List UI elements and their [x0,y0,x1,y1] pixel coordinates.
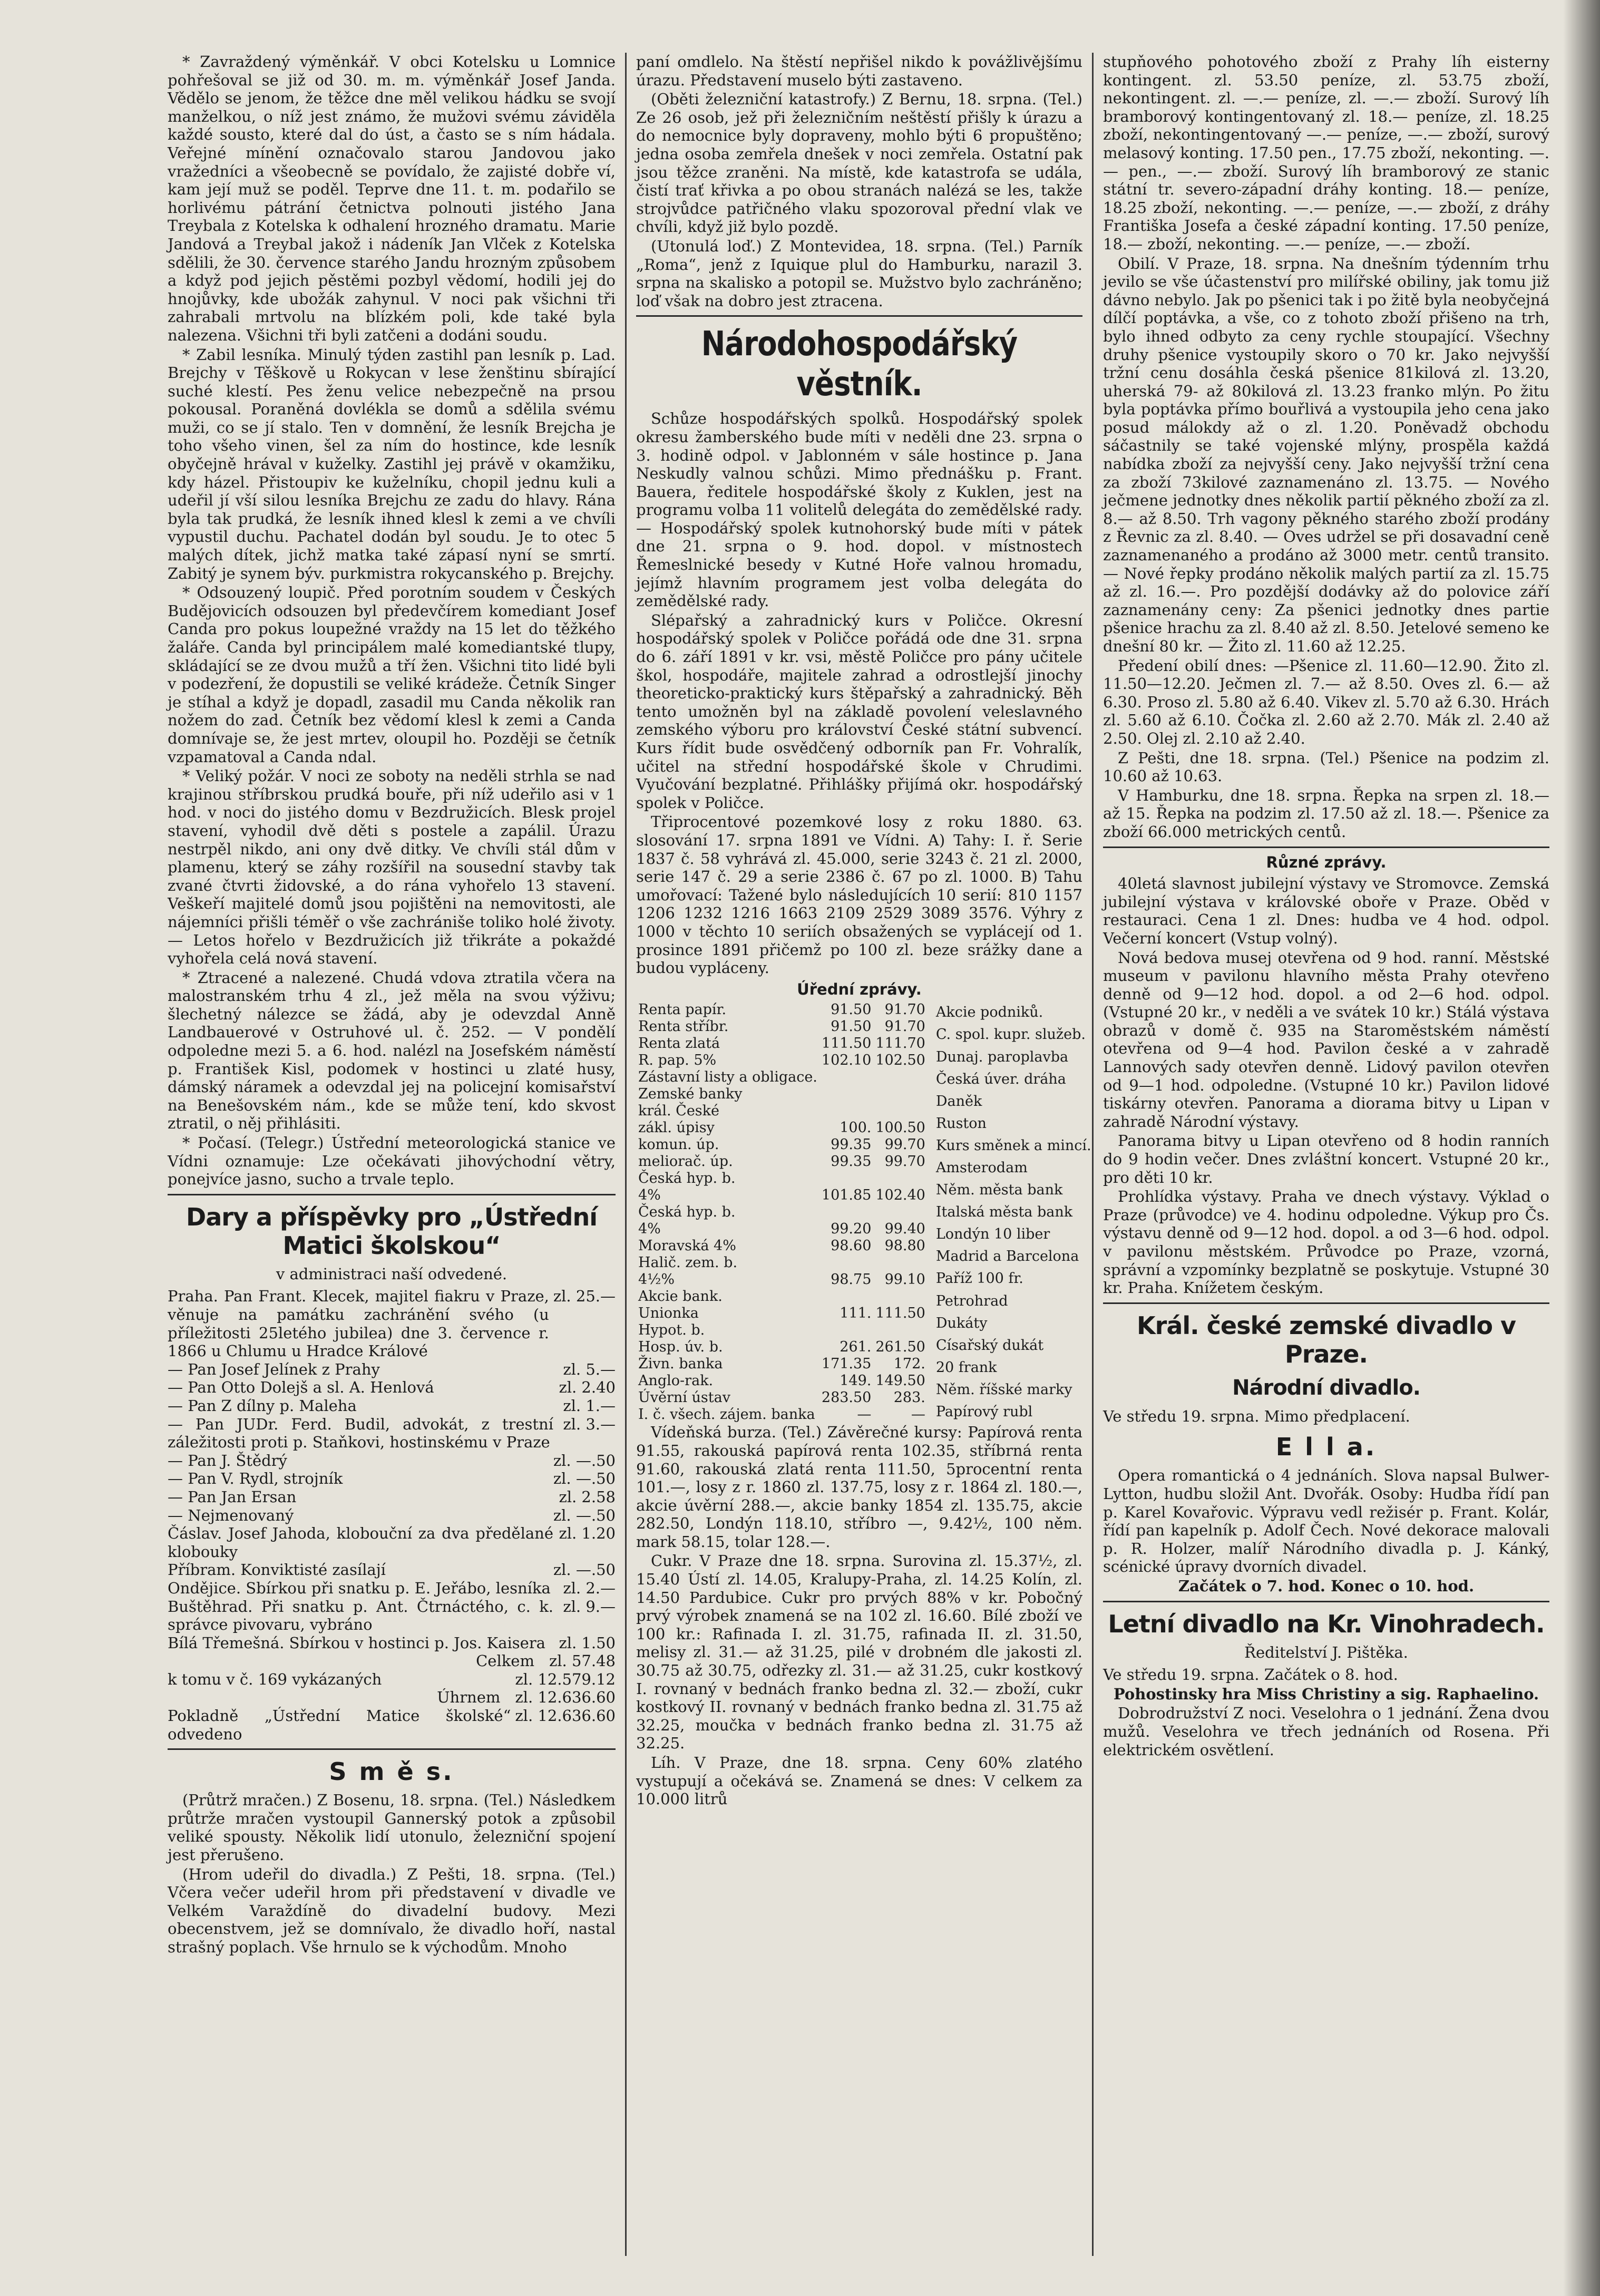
donation-previous: k tomu v č. 169 vykázaných zl. 12.579.12 [168,1670,616,1688]
rate-value [819,1254,873,1271]
donations-subtitle: v administraci naší odvedené. [276,1264,508,1283]
rate-row [636,1001,928,1018]
rate-value: 102.40 [875,1187,925,1204]
rate-label: Zemské banky [638,1086,743,1103]
theatre1-date: Ve středu 19. srpna. Mimo předplacení. [1103,1407,1410,1425]
news-item: Líh. V Praze, dne 18. srpna. Ceny 60% zlatého vystupují a očekává se. Znamená se dnes: V celkem za 10.000 litrů [636,1754,1082,1808]
donations-title: Dary a příspěvky pro „Ústřední Matici školskou“ [186,1202,597,1260]
rate-row [636,1120,928,1136]
rate-value: 91.50 [831,1001,872,1018]
rate-row [934,1312,1092,1335]
rate-label: Úvěrní ústav [638,1389,730,1406]
news-item: * Zavraždený výměnkář. V obci Kotelsku u Lomnice pohřešoval se již od 30. m. m. výměnkář Josef Janda. Vědělo se jenom, že těžce dne měl velikou hádku se svojí manželkou, o níž jest známo, že mužovi svému záviděla každé sousto, které dal do úst, a často se s ním hádala. Veřejné mínění označovalo starou Jandovou jako vražedníci a všeobecně se povídalo, že zajisté dobře ví, kam její muž se poděl. Teprve dne 11. t. m. podařilo se horlivému pátrání četnictva polnouti jistého Jana Treybala z Kotelska k odhalení hrozného dramatu. Marie Jandová a Treybal jakož i nádeník Jan Vlček z Kotelska sdělili, že 30. července starého Jandu hrozným způsobem a když pod jejich pěstěmi pozbyl vědomí, hodili jej do hnojůvky, kde ubožák zahynul. V noci pak všichni tři zahrabali mrtvolu na blízkém poli, kde také byla nalezena. Všichni tři byli zatčeni a dodáni soudu. [168,53,616,344]
rate-value: 99.35 [831,1153,872,1170]
rate-row [636,1238,928,1254]
rate-value: 100.50 [875,1120,925,1136]
rate-row [636,1356,928,1373]
columns [158,53,1560,2256]
rate-value [873,1086,927,1103]
rate-label: Daněk [935,1093,982,1110]
news-item: Nová bedova musej otevřena od 9 hod. ranní. Městské museum v pavilonu hlavního města Prahy otevřeno denně od 9—12 hod. dopol. a od 2—6 hod. odpol. (Vstupné 20 kr., v neděli a ve svátek 10 kr.) Stálá výstava obrazů v domě č. 935 na Staroměstském náměstí otevřena od 9—4 hod. Pavilon české a v zahradě Lannových sady otevřen denně. Lidový pavilon otevřen od 9—1 hod. odpoledne. (Vstupné 10 kr.) Pavilon lidové tiskárny otevřen. Panorama a diorama bitvy u Lipan v zahradě Národní výstavy. [1103,948,1549,1131]
news-item: * Počasí. (Telegr.) Ústřední meteorologická stanice ve Vídni oznamuje: Lze očekávati jihovýchodní větry, ponejvíce jasno, sucho a trvale teplo. [168,1134,616,1189]
news-item: (Utonulá loď.) Z Montevidea, 18. srpna. (Tel.) Parník „Roma“, jenž z Iquique plul do Hamburku, narazil 3. srpna na skalisko a potopil se. Mužstvo bylo zachráněno; loď však na dobro jest ztracena. [636,237,1082,310]
news-item: * Zabil lesníka. Minulý týden zastihl pan lesník p. Lad. Brejchy v Těškově u Rokycan v lese ženštinu sbírající suché klestí. Pes ženu velice nebezpečně na prsou pokousal. Poraněná dovlékla se domů a sdělila svému muži, co se jí stalo. Ten v domnění, že lesník Brejcha je toho všeho vinen, šel za ním do hostince, kde lesník obyčejně hrával v kuželky. Zastihl jej právě v okamžiku, kdy házel. Přistoupiv ke kuželníku, chopil jednu kuli a udeřil jí vší silou lesníka Brejchu ze zadu do hlavy. Rána byla tak prudká, že lesník ihned klesl k zemi a ve chvíli vypustil duchu. Pachatel dodán byl soudu. Je to otec 5 malých dítek, jichž matka také zápasí nyní se smrtí. Zabitý je synem býv. purkmistra rokycanského p. Brejchy. [168,345,616,582]
rate-label: Londýn 10 liber [935,1226,1050,1243]
rate-label: I. č. všech. zájem. banka [638,1406,815,1423]
donation-final: Pokladně „Ústřední Matice školské“ odvedeno zl. 12.636.60 [168,1707,616,1743]
vary-title: Různé zprávy. [1266,853,1387,871]
rate-value: 283.50 [821,1389,872,1406]
rate-row [934,1157,1092,1179]
rate-label: Amsterodam [935,1160,1028,1176]
donation-row: Buštěhrad. Při snatku p. Ant. Čtrnáctého, c. k. správce pivovaru, vybráno zl. 9.— [168,1597,616,1634]
donation-row: — Pan Jan Ersan zl. 2.58 [168,1487,616,1506]
rate-value [873,1170,927,1187]
rate-label: Akcie podniků. [935,1004,1043,1021]
rate-label: Něm. města bank [935,1182,1063,1199]
rate-value: 99.20 [831,1221,872,1238]
rate-label: Akcie bank. [638,1288,723,1305]
rate-value: 91.50 [831,1018,872,1035]
news-item: Cukr. V Praze dne 18. srpna. Surovina zl. 15.37½, zl. 15.40 Ústí zl. 14.05, Kralupy-Praha, zl. 14.25 Kolín, zl. 14.50 Pardubice. Cukr pro prvých 88% v kr. Pobočný prvý výrobek znamená se na 102 zl. 16.60. Bílé zboží ve 100 kr.: Rafinada I. zl. 31.75, rafinada II. zl. 31.50, melisy zl. 31.— až 31.25, pilé v drobném dle jakosti zl. 30.75 až 30.75, odřezky zl. 31.— až 31.25, cukr kostkový I. rovnaný v bednách franko bedna zl. 32.— zboží, cukr kostkový II. rovnaný v bednách franko bedna zl. 31.75 až 32.25, moučka v bednách franko bedna zl. 31.75 až 32.25. [636,1552,1082,1753]
rate-value: 99.35 [831,1136,872,1153]
rate-label: Papírový rubl [935,1404,1033,1421]
news-item: Obilí. V Praze, 18. srpna. Na dnešním týdenním trhu jevilo se vše účastenství pro milířské obiliny, jak tomu již dávno nebylo. Jak po pšenici tak i po žitě byla neobyčejná dílčí poptávka, a vše, co z tohoto zboží přišeno na trh, bylo ihned odbyto za ceny rychle stoupající. Všechny druhy pšenice vystoupily skoro o 70 kr. Jako nejvyšší tržní cenu dosáhla česká pšenice 81kilová zl. 13.20, uherská 79- až 80kilová zl. 13.23 franko mlýn. Po žitu byla poptávka přímo bouřlivá a vystoupila jeho cena jako posud málokdy až o zl. 1.20. Poněvadž obchodu sáčastnily se také vojenské mlýny, prospěla každá nabídka zboží za nejvyšší ceny. Jako nejvyšší tržní cena za zboží 73kilové zaznamenáno zl. 13.75. — Nového ječmene jednotky dnes několik partií pěkného zboží za zl. 8.— až 8.50. Trh vagony pěkného starého zboží prodány z Řevnic za zl. 8.40. — Oves udržel se při dosavadní ceně zaznamenaného a prodáno až 3000 metr. centů transito. — Nové řepky prodáno několik malých partií za zl. 15.75 až zl. 16.—. Pro pozdější dodávky až do polovice září zaznamenány ceny: Za pšenici jednotky dnes partie pšenice hrachu za zl. 8.40 až zl. 8.50. Jetelové semeno ke dnešní 80 kr. — Žito zl. 11.60 až 12.25. [1103,254,1549,655]
rate-label: Anglo-rak. [638,1373,714,1389]
rate-label: Halič. zem. b. [638,1254,738,1271]
column-3 [1092,53,1559,2256]
column-1 [158,53,625,2256]
donation-row: — Pan Otto Dolejš a sl. A. Henlová zl. 2.40 [168,1378,616,1397]
rate-label: Renta papír. [638,1001,727,1018]
divider [1103,1601,1549,1602]
theatre2-play: Pohostinsky hra Miss Christiny a sig. Raphaelino. [1113,1685,1539,1703]
rate-value: 261.50 [875,1339,925,1356]
rate-label: R. pap. 5% [638,1052,717,1069]
rate-label: zákl. úpisy [638,1120,715,1136]
rate-row [636,1254,928,1271]
column-2 [625,53,1092,2256]
donation-row: Čáslav. Josef Jahoda, klobouční za dva předělané klobouky zl. 1.20 [168,1524,616,1561]
rate-label: Paříž 100 fr. [935,1270,1023,1287]
theatre1-time: Začátek o 7. hod. Konec o 10. hod. [1178,1577,1475,1595]
rate-value [873,1254,927,1271]
rates-title: Úřední zprávy. [797,980,922,998]
rate-row [636,1187,928,1204]
rate-value: 172. [893,1356,925,1373]
rate-value [873,1103,927,1120]
rate-row [934,1113,1092,1135]
rate-label: Česká hyp. b. [638,1170,736,1187]
rate-row [934,1268,1092,1290]
rate-value [873,1069,927,1086]
rate-value: 102.10 [821,1052,872,1069]
news-item: Třiprocentové pozemkové losy z roku 1880. 63. slosování 17. srpna 1891 ve Vídni. A) Tahy: I. ř. Serie 1837 č. 58 vyhrává zl. 45.000, serie 3243 č. 21 zl. 2000, serie 147 č. 29 a serie 2386 č. 67 po zl. 1000. B) Tahu umořovací: Tažené bylo následujících 10 serií: 810 1157 1206 1232 1216 1663 2109 2529 3089 3576. Výhry z 1000 v těchto 10 seriích obsažených se vyplácejí od 1. prosince 1891 přičemž po 100 zl. beze srážky dane a budou vypláceny. [636,813,1082,977]
news-item: (Hrom udeřil do divadla.) Z Pešti, 18. srpna. (Tel.) Včera večer udeřil hrom při představení v divadle ve Velkém Varaždíně do divadelní budovy. Mezi obecenstvem, jež se domnívalo, že divadlo hoří, nastal strašný poplach. Vše hrnulo se k východům. Mnoho [168,1865,616,1956]
rate-label: Česká hyp. b. [638,1204,736,1221]
rate-label: Petrohrad [935,1292,1008,1309]
donation-total: Celkem zl. 57.48 [476,1652,616,1670]
news-item: Z Pešti, dne 18. srpna. (Tel.) Pšenice na podzim zl. 10.60 až 10.63. [1103,748,1549,785]
donation-row: — Pan Z dílny p. Maleha zl. 1.— [168,1396,616,1415]
rate-row [934,1290,1092,1312]
rate-value [873,1204,927,1221]
divider [1103,847,1549,848]
divider [168,1194,616,1195]
rate-value: 102.50 [875,1052,925,1069]
rate-label: Zástavní listy a obligace. [638,1069,817,1086]
news-item: * Veliký požár. V noci ze soboty na neděli strhla se nad krajinou stříbrskou prudká bouře, při níž udeřilo asi v 1 hod. v noci do jistého domu v Bezdružicích. Blesk projel stavení, vyhodil dvě děti s postele a zapálil. Úrazu nestrpěl nikdo, ani ony dvě ditky. Ve chvíli stál dům v plamenu, který se záhy rozšířil na sousední stavby tak zvané čtvrti židovské, a do rána vyhořelo 13 stavení. Veškeří majitelé domů jsou pojištěni na nemovitosti, ale nájemníci přišli téměř o vše zachrániše toliko holé životy. — Letos hořelo v Bezdružicích již třikráte a pokaždé vyhořela celá nová stavení. [168,767,616,968]
theatre1-title: Král. české zemské divadlo v Praze. [1137,1311,1516,1368]
rate-value [873,1322,927,1339]
rate-row [934,1201,1092,1223]
rate-value: 111. [840,1305,872,1322]
rate-value: 149. [840,1373,872,1389]
theatre1-subtitle: Národní divadlo. [1232,1375,1420,1400]
rate-value: 99.10 [884,1271,925,1288]
rate-label: Unionka [638,1305,699,1322]
rate-label: Hypot. b. [638,1322,705,1339]
rate-label: C. spol. kupr. služeb. [935,1026,1086,1043]
rate-label: Živn. banka [638,1356,723,1373]
theatre1-play: E l l a. [1275,1433,1377,1462]
rate-row [636,1322,928,1339]
donation-row: — Pan V. Rydl, strojník zl. —.50 [168,1470,616,1488]
rate-row [934,1357,1092,1379]
divider [1103,1302,1549,1304]
rate-row [636,1103,928,1120]
rate-label: Dukáty [935,1315,988,1331]
rate-row [934,1335,1092,1357]
donation-row: — Pan J. Štědrý zl. —.50 [168,1451,616,1470]
news-item: * Odsouzený loupič. Před porotním soudem v Českých Budějovicích odsouzen byl předevčírem komediant Josef Canda pro pokus loupežné vraždy na 15 let do těžkého žaláře. Canda byl principálem malé komediantské tlupy, skládající se ze dvou mužů a tří žen. Všichni tito lidé byli v podezření, že dopustili se veliké krádeže. Četník Singer je stíhal a když je dopadl, zasadil mu Canda několik ran nožem do zad. Četník bez vědomí klesl k zemi a Canda domnívaje se, že jest mrtev, oloupil ho. Později se četník vzpamatoval a Canda ndal. [168,583,616,766]
rate-label: král. České [638,1103,719,1120]
rate-value: 111.50 [875,1305,925,1322]
rate-value [819,1288,873,1305]
rate-label: Hosp. úv. b. [638,1339,723,1356]
rate-value: 99.40 [884,1221,925,1238]
rate-value: 98.80 [884,1238,925,1254]
rate-label: Moravská 4% [638,1238,736,1254]
rate-value: 171.35 [821,1356,872,1373]
rate-value: 99.70 [884,1136,925,1153]
rate-row [934,1046,1092,1068]
rate-label: Dunaj. paroplavba [935,1048,1069,1065]
donation-sum: Úhrnem zl. 12.636.60 [437,1688,616,1707]
rates-table-left [636,1001,928,1423]
divider [636,315,1082,317]
rate-row [636,1018,928,1035]
news-item: 40letá slavnost jubilejní výstavy ve Stromovce. Zemská jubilejní výstava v královské oboře v Praze. Oběd v restauraci. Cena 1 zl. Dnes: hudba ve 4 hod. odpol. Večerní koncert (Vstup volný). [1103,874,1549,947]
rate-label: 4% [638,1221,661,1238]
rate-value: — [911,1406,925,1423]
theatre2-title: Letní divadlo na Kr. Vinohradech. [1108,1609,1545,1638]
rate-value [819,1204,873,1221]
divider [168,1748,616,1750]
news-item: Slépařský a zahradnický kurs v Poličce. Okresní hospodářský spolek v Poličce pořádá ode dne 31. srpna do 6. září 1891 v kr. vsi, městě Poličce pro pány učitele škol, hospodáře, majitele zahrad a odrostlejší jinochy theoreticko-praktický kurs štěpařský a zahradnický. Běh tento umožněn byl na základě povolení veleslavného zemského výboru pro království České státní subvencí. Kurs řídit bude osvědčený odborník pan Fr. Vohralík, učitel na střední hospodářské škole v Chrudimi. Vyučování bezplatné. Přihlášky přijímá okr. hospodářský spolek v Poličce. [636,611,1082,812]
rate-row [636,1288,928,1305]
rate-row [934,1024,1092,1046]
rate-label: Renta zlatá [638,1035,720,1052]
rate-value: 261. [840,1339,872,1356]
rate-label: Ruston [935,1115,987,1132]
news-item: stupňového pohotového zboží z Prahy líh eisterny kontingent. zl. 53.50 peníze, zl. 53.75 zboží, nekontingent. zl. —.— peníze, zl. —.— zboží. Surový líh bramborový kontingentovaný zl. 18.— peníze, zl. 18.25 zboží, nekontingentovaný —.— peníze, —.— zboží, surový melasový konting. 17.50 pen., 17.75 zboží, nekonting. —.— pen., —.— zboží. Surový líh bramborový ze stanic státní tr. severo-západní dráhy konting. 18.— peníze, 18.25 zboží, nekonting. —.— peníze, —.— zboží, z dráhy Františka Josefa a české západní konting. 17.50 peníze, 18.— zboží, nekonting. —.— peníze, —.— zboží. [1103,53,1549,253]
rate-value: 149.50 [875,1373,925,1389]
news-item: (Průtrž mračen.) Z Bosenu, 18. srpna. (Tel.) Následkem průtrže mračen vystoupil Gannerský potok a způsobil veliké spousty. Několik lidí utonulo, železniční spojení jest přerušeno. [168,1791,616,1864]
rates-table-right [934,1001,1092,1423]
rate-row [636,1052,928,1069]
donation-row: Praha. Pan Frant. Klecek, majitel fiakru v Praze, věnuje na památku zachránění svého (u příležitosti 25letého jubilea) dne 3. července r. 1866 u Chlumu u Hradce Králové zl. 25.— [168,1287,616,1360]
donation-row: — Pan Josef Jelínek z Prahy zl. 5.— [168,1360,616,1378]
news-item: * Ztracené a nalezené. Chudá vdova ztratila včera na malostranském trhu 4 zl., jež měla na svou výživu; šlechetný nálezce se žádá, aby je odevzdal Anně Landbauerové v Ostruhové ul. č. 252. — V pondělí odpoledne mezi 5. a 6. hod. nalézl na Josefském náměstí p. František Kisl, podomek v hostinci u zlaté husy, dámský náramek a odevzdal jej na policejní komisařství na Benešovském nám., kde se může tení, kdo skvost ztratil, o něj přihlásiti. [168,968,616,1133]
rate-value: 283. [893,1389,925,1406]
rate-label: komun. úp. [638,1136,719,1153]
rate-value: 91.70 [884,1001,925,1018]
news-item: (Oběti železniční katastrofy.) Z Bernu, 18. srpna. (Tel.) Ze 26 osob, jež při železničním neštěstí přišly k úrazu a do nemocnice byly dopraveny, mohlo býti 6 propuštěno; jedna osoba zemřela dnešek v noci zemřela. Ostatní pak jsou těžce zraněni. Na místě, kde katastrofa se udála, čistí trať křivka a po obou stranách nalézá se les, takže strojvůdce patřičného vlaku spozoroval přední vlak ve chvíli, když již bylo pozdě. [636,90,1082,236]
rate-value [819,1069,873,1086]
rate-row [636,1373,928,1389]
rate-row [636,1271,928,1288]
rate-label: meliorač. úp. [638,1153,733,1170]
rate-row [934,1091,1092,1113]
theatre2-subtitle: Ředitelství J. Pištěka. [1244,1643,1408,1661]
donations-list [168,1287,616,1743]
rate-label: 4% [638,1187,661,1204]
rate-row [934,1401,1092,1423]
rate-value [819,1322,873,1339]
page-edge-shadow [1563,0,1600,2296]
rate-value: 101.85 [821,1187,872,1204]
rate-row [934,1379,1092,1401]
rate-row [636,1086,928,1103]
news-item: Schůze hospodářských spolků. Hospodářský spolek okresu žamberského bude míti v neděli dne 23. srpna o 3. hodině odpol. v Jablonném v sále hostince p. Jana Neskudly valnou schůzi. Mimo přednášku p. Frant. Bauera, ředitele hospodářské školy z Kuklen, jest na programu volba 11 volitelů delegáta do zemědělské rady. — Hospodářský spolek kutnohorský bude míti v pátek dne 21. srpna o 9. hod. dopol. v místnostech Řemeslnické besedy v Kutné Hoře valnou hromadu, jejímž hlavním programem jest volba delegáta do zemědělské rady. [636,410,1082,610]
rate-label: 20 frank [935,1359,997,1376]
rate-row [636,1069,928,1086]
rate-row [636,1305,928,1322]
rate-label: Kurs směnek a mincí. [935,1137,1091,1154]
theatre2-date: Ve středu 19. srpna. Začátek o 8. hod. [1103,1666,1398,1684]
rate-row [636,1035,928,1052]
rate-label: 4½% [638,1271,675,1288]
rate-value [819,1170,873,1187]
rates-tables [636,1001,1091,1423]
rate-row [636,1136,928,1153]
rate-value: 99.70 [884,1153,925,1170]
rate-value: 111.70 [875,1035,925,1052]
rate-row [934,1068,1092,1091]
rate-label: Madrid a Barcelona [935,1248,1079,1265]
rate-label: Italská města bank [935,1204,1073,1221]
rate-row [934,1135,1092,1157]
rate-value: — [857,1406,872,1423]
news-item: Panorama bitvy u Lipan otevřeno od 8 hodin ranních do 9 hodin večer. Dnes zvláštní koncert. Vstupné 20 kr., pro děti 10 kr. [1103,1132,1549,1186]
theatre1-description: Opera romantická o 4 jednáních. Slova napsal Bulwer-Lytton, hudbu složil Ant. Dvořák. Osoby: Hudba řídí pan p. Karel Kovařovic. Výpravu vedl režisér p. Frant. Kolár, řídí pan kapelník p. Adolf Čech. Nové dekorace malovali p. R. Holzer, malíř Národního divadla p. J. Kánký, scénické úpravy dvorních divadel. [1103,1466,1549,1576]
news-item: paní omdlelo. Na štěstí nepřišel nikdo k povážlivějšímu úrazu. Představení muselo býti zastaveno. [636,53,1082,89]
rate-row [636,1153,928,1170]
rate-value: 100. [840,1120,872,1136]
rate-row [636,1221,928,1238]
vestnik-title: Národohospodářský věstník. [701,325,1018,404]
smes-title: S m ě s. [329,1757,454,1786]
rate-value [819,1086,873,1103]
donation-row: — Nejmenovaný zl. —.50 [168,1506,616,1524]
rate-value [873,1288,927,1305]
rate-row [636,1339,928,1356]
rate-row [636,1170,928,1187]
rate-row [636,1389,928,1406]
rate-label: Renta stříbr. [638,1018,729,1035]
rate-row [934,1246,1092,1268]
donation-row: — Pan JUDr. Ferd. Budil, advokát, z trestní záležitosti proti p. Staňkovi, hostinskému v Praze zl. 3.— [168,1415,616,1452]
donation-row: Příbram. Konviktisté zasílají zl. —.50 [168,1561,616,1579]
rate-value: 111.50 [821,1035,872,1052]
donation-row: Ondějice. Sbírkou při snatku p. E. Jeřábo, lesníka zl. 2.— [168,1579,616,1597]
rate-label: Česká úver. dráha [935,1071,1066,1087]
news-item: Prohlídka výstavy. Praha ve dnech výstavy. Výklad o Praze (průvodce) ve 4. hodinu odpoledne. Výkup pro Čs. výstavu denně od 9—12 hod. dopol. a od 3—6 hod. odpol. v pavilonu městském. Průvodce po Praze, vzorná, správní a vzpomínky bezplatně se poskytuje. Vstupné 30 kr. Praha. Knížetem českým. [1103,1188,1549,1297]
rate-label: Něm. říšské marky [935,1381,1072,1398]
news-item: V Hamburku, dne 18. srpna. Řepka na srpen zl. 18.— až 15. Řepka na podzim zl. 17.50 až zl. 18.—. Pšenice za zboží 66.000 metrických centů. [1103,786,1549,841]
rate-value: 98.75 [831,1271,872,1288]
rate-value: 91.70 [884,1018,925,1035]
news-item: Vídeňská burza. (Tel.) Závěrečné kursy: Papírová renta 91.55, rakouská papírová renta 102.35, stříbrná renta 91.60, rakouská zlatá renta 111.50, 5procentní renta 101.—, losy z r. 1860 zl. 137.75, losy z r. 1864 zl. 180.—, akcie úvěrní 288.—, akcie banky 1854 zl. 135.75, akcie 282.50, Londýn 118.10, stříbro —, 9.42½, 100 něm. mark 58.15, tolar 128.—. [636,1423,1082,1551]
rate-value [819,1103,873,1120]
rate-value: 98.60 [831,1238,872,1254]
rate-row [934,1179,1092,1201]
rate-row [636,1406,928,1423]
rate-row [934,1001,1092,1024]
rate-label: Císařský dukát [935,1337,1044,1354]
donation-row: Bílá Třemešná. Sbírkou v hostinci p. Jos. Kaisera zl. 1.50 [168,1633,616,1652]
theatre2-description: Dobrodružství Z noci. Veselohra o 1 jednání. Žena dvou mužů. Veselohra ve třech jednáních od Rosena. Při elektrickém osvětlení. [1103,1704,1549,1759]
rate-row [934,1223,1092,1246]
news-item: Předení obilí dnes: —Pšenice zl. 11.60—12.90. Žito zl. 11.50—12.20. Ječmen zl. 7.— až 8.50. Oves zl. 6.— až 6.30. Proso zl. 5.80 až 6.40. Vikev zl. 5.70 až 6.30. Hrách zl. 5.60 až 6.10. Čočka zl. 2.60 až 2.70. Mák zl. 2.40 až 2.50. Olej zl. 2.10 až 2.40. [1103,656,1549,747]
rate-row [636,1204,928,1221]
